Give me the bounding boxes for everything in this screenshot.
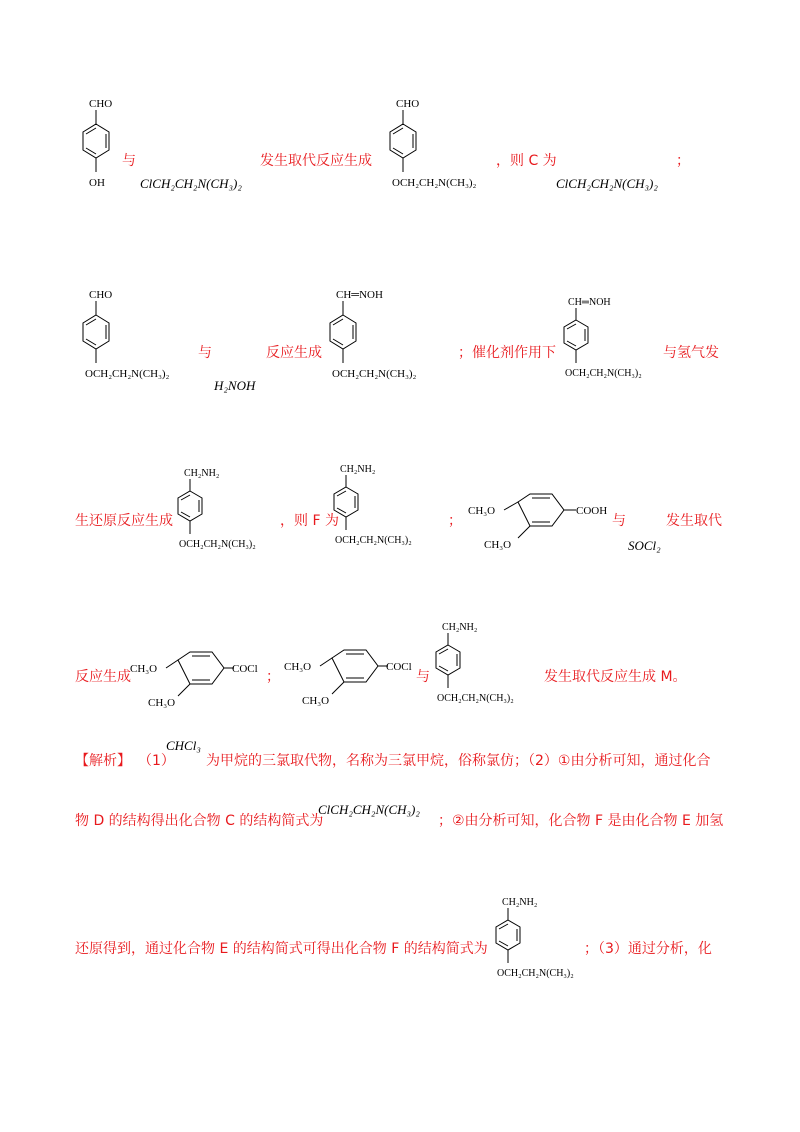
mol-top-label: CHO [89,98,113,110]
molecule-amine-f [430,620,560,716]
mol-top-label: CH₂NH₂ [502,897,538,908]
analysis-line-2-end: ；②由分析可知，化合物 F 是由化合物 E 加氢 [438,813,724,829]
formula-c: ClCH₂CH₂N(CH₃)₂ [318,802,420,817]
molecule-aldehyde-ether [382,96,522,196]
formula-c: ClCH₂CH₂N(CH₃)₂ [556,176,658,191]
catalyst-text: ；催化剂作用下 [458,345,556,361]
semicolon: ； [448,513,462,529]
hydrogen-text: 与氢气发 [663,345,719,361]
generate-text: 反应生成 [75,669,131,685]
analysis-line-1: 为甲烷的三氯取代物，名称为三氯甲烷，俗称氯仿；（2）①由分析可知，通过化合 [206,753,711,769]
mol-bottom-label: OCH₂CH₂N(CH₃)₂ [565,368,642,379]
molecule-oxime [322,287,462,387]
substitution-text: 发生取代 [666,513,722,529]
methoxy-label: CH₃O [148,697,176,709]
analysis-line-2-start: 物 D 的结构得出化合物 C 的结构简式为 [75,813,324,829]
molecule-acyl-chloride [130,646,290,726]
carboxyl-label: COOH [576,505,608,517]
analysis-line-3-start: 还原得到，通过化合物 E 的结构简式可得出化合物 F 的结构简式为 [75,941,488,957]
mol-bottom-label: OCH₂CH₂N(CH₃)₂ [497,968,574,979]
mol-top-label: CH═NOH [568,297,611,308]
formula-h2noh: H₂NOH [214,378,256,393]
connector-text: 与 [198,345,212,361]
connector-text: 与 [416,669,430,685]
formula-chcl3: CHCl₃ [166,738,201,753]
mol-bottom-label: OCH₂CH₂N(CH₃)₂ [437,693,514,704]
acyl-chloride-label: COCl [232,663,258,675]
molecule-oxime [558,295,678,391]
analysis-line-3-end: ；（3）通过分析，化 [584,941,712,957]
mol-top-label: CHO [89,289,113,301]
mol-top-label: CH₂NH₂ [442,622,478,633]
reaction-text: 反应生成 [266,345,322,361]
semicolon: ； [266,669,280,685]
final-text: 发生取代反应生成 M。 [544,669,687,685]
mol-top-label: CH₂NH₂ [184,468,220,479]
methoxy-label: CH₃O [284,661,312,673]
mol-top-label: CH₂NH₂ [340,464,376,475]
formula-socl2: SOCl₂ [628,538,661,553]
mol-bottom-label: OCH₂CH₂N(CH₃)₂ [392,177,477,189]
methoxy-label: CH₃O [130,663,158,675]
then-f-text: ，则 F 为 [280,513,339,529]
mol-bottom-label: OCH₂CH₂N(CH₃)₂ [179,539,256,550]
connector-text: 与 [612,513,626,529]
semicolon: ； [676,153,690,169]
molecule-aldehyde-ether [75,287,215,387]
reduction-text: 生还原反应生成 [75,513,173,529]
analysis-label: 【解析】 [75,753,131,769]
acyl-chloride-label: COCl [386,661,412,673]
then-c-text: ，则 C 为 [496,153,557,169]
molecule-amine-f [172,466,292,562]
mol-top-label: CHO [396,98,420,110]
molecule-amine-f [328,462,448,558]
molecule-dimethoxybenzoic-acid [468,480,628,560]
methoxy-label: CH₃O [484,539,512,551]
mol-bottom-label: OCH₂CH₂N(CH₃)₂ [332,368,417,380]
mol-top-label: CH═NOH [336,289,383,301]
methoxy-label: CH₃O [302,695,330,707]
formula-clch2ch2n: ClCH₂CH₂N(CH₃)₂ [140,176,242,191]
molecule-4-hydroxybenzaldehyde [75,96,135,196]
mol-bottom-label: OCH₂CH₂N(CH₃)₂ [85,368,170,380]
mol-bottom-label: OH [89,177,105,189]
part-number: （1） [138,753,175,769]
mol-bottom-label: OCH₂CH₂N(CH₃)₂ [335,535,412,546]
connector-text: 与 [122,153,136,169]
methoxy-label: CH₃O [468,505,496,517]
reaction-text: 发生取代反应生成 [260,153,372,169]
